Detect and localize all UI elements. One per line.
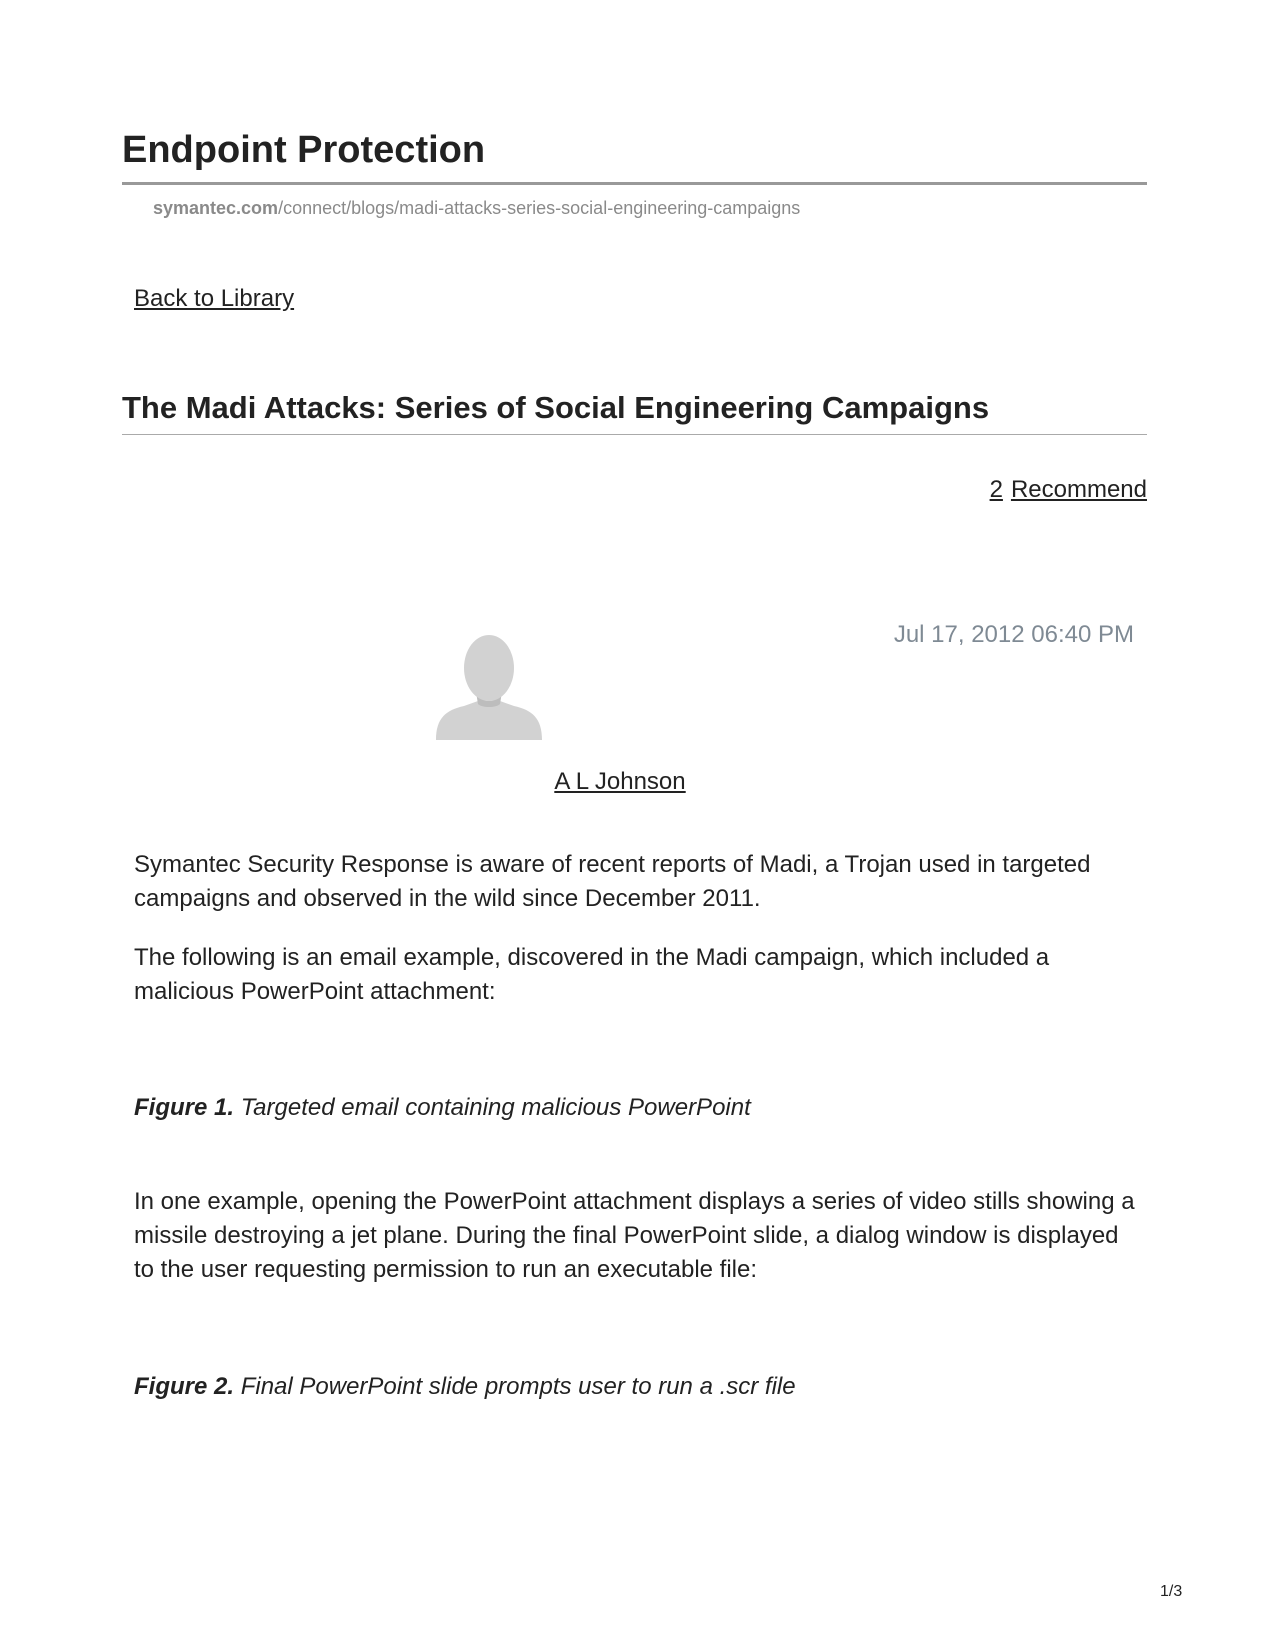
figure-caption-text: Final PowerPoint slide prompts user to run a .scr file <box>240 1373 796 1400</box>
site-title: Endpoint Protection <box>122 129 486 171</box>
user-avatar-icon <box>436 634 542 740</box>
figure-label: Figure 1. <box>134 1094 235 1121</box>
page-number: 1/3 <box>1160 1583 1183 1600</box>
back-to-library-link[interactable]: Back to Library <box>134 285 295 312</box>
figure-label: Figure 2. <box>134 1373 235 1400</box>
source-url-domain: symantec.com <box>153 198 279 218</box>
article-paragraph: Symantec Security Response is aware of recent reports of Madi, a Trojan used in targeted campaigns and observed in the wild since December 2011. <box>134 851 1091 912</box>
source-url-path: /connect/blogs/madi-attacks-series-social-engineering-campaigns <box>278 198 801 218</box>
recommend-control[interactable] <box>990 474 1147 506</box>
article-paragraph: In one example, opening the PowerPoint attachment displays a series of video stills showing a missile destroying a jet plane. During the final PowerPoint slide, a dialog window is displayed to the user requesting permission to run an executable file: <box>134 1188 1135 1283</box>
author-line <box>0 766 1240 798</box>
article-title-divider <box>122 434 1147 435</box>
source-url <box>153 196 800 220</box>
article-title: The Madi Attacks: Series of Social Engineering Campaigns <box>122 390 990 425</box>
recommend-count[interactable]: 2 <box>989 476 1003 503</box>
recommend-link[interactable]: Recommend <box>1010 476 1147 503</box>
figure-caption <box>134 1371 796 1403</box>
figure-caption <box>134 1092 751 1124</box>
figure-caption-text: Targeted email containing malicious PowerPoint <box>240 1094 751 1121</box>
post-date: Jul 17, 2012 06:40 PM <box>893 621 1134 648</box>
article-paragraph: The following is an email example, discovered in the Madi campaign, which included a malicious PowerPoint attachment: <box>134 944 1050 1005</box>
title-divider <box>122 182 1147 185</box>
author-link[interactable]: A L Johnson <box>554 768 686 795</box>
